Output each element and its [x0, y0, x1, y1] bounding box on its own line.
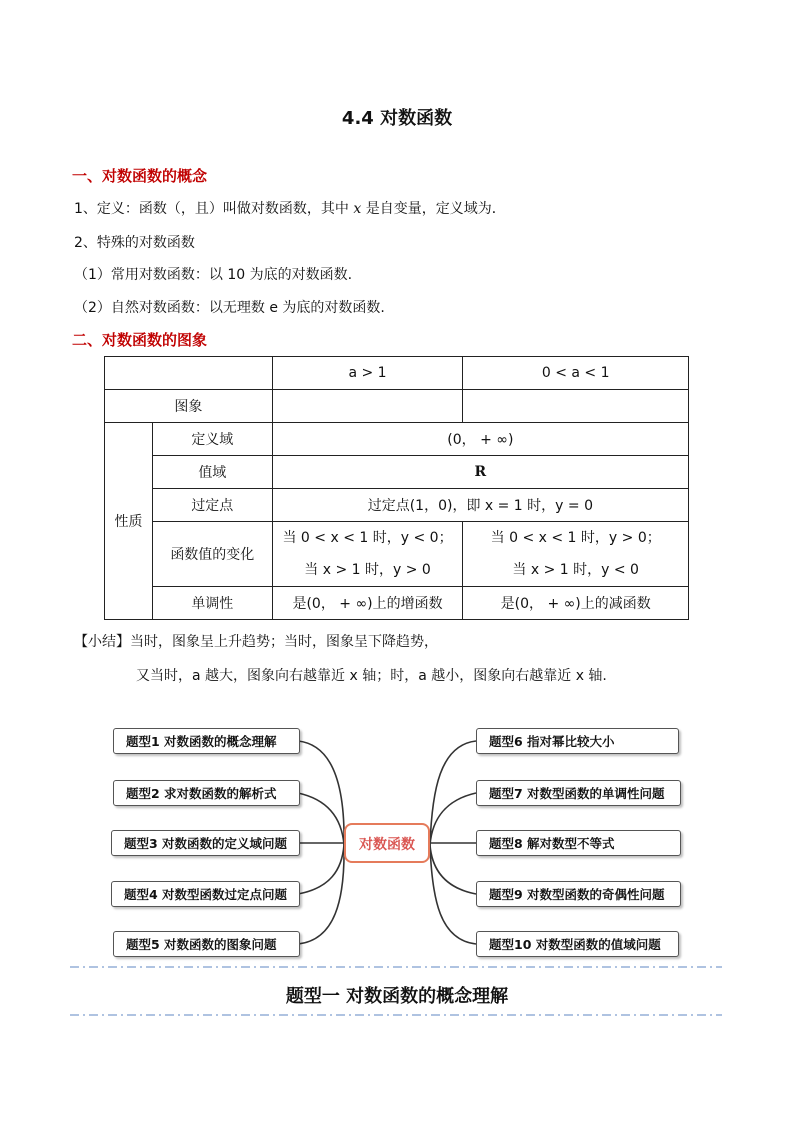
monotonicity-a-gt-1: 是(0， + ∞)上的增函数: [272, 587, 463, 620]
table-corner-cell: [105, 357, 273, 390]
common-log-item: （1）常用对数函数：以 10 为底的对数函数.: [74, 267, 353, 283]
connector-right-2: [430, 793, 476, 845]
connector-left-5: [298, 845, 344, 944]
connector-left-1: [298, 741, 344, 845]
monotonicity-label: 单调性: [152, 587, 272, 620]
header-a-gt-1: a > 1: [272, 357, 463, 390]
value-change-a-lt-1-line1: 当 0 < x < 1 时，y > 0；: [490, 530, 661, 546]
definition-variable: x: [353, 201, 362, 217]
graph-row-label: 图象: [105, 390, 273, 423]
domain-value: (0， + ∞): [272, 423, 688, 456]
mindmap-topic-6: 题型6 指对幂比较大小: [476, 728, 679, 754]
natural-log-item: （2）自然对数函数：以无理数 e 为底的对数函数.: [74, 300, 385, 316]
section2-heading: 二、对数函数的图象: [72, 331, 208, 349]
connector-left-4: [298, 845, 344, 894]
mindmap-topic-4: 题型4 对数型函数过定点问题: [111, 881, 300, 907]
value-change-a-lt-1-line2: 当 x > 1 时，y < 0: [512, 562, 639, 578]
summary-line-2: 又当时，a 越大，图象向右越靠近 x 轴；时，a 越小，图象向右越靠近 x 轴.: [136, 668, 607, 684]
special-log-heading: 2、特殊的对数函数: [74, 235, 195, 251]
connector-right-4: [430, 845, 476, 894]
graph-cell-a-gt-1: [272, 390, 463, 423]
section1-heading: 一、对数函数的概念: [72, 167, 208, 185]
definition-prefix: 1、定义：函数（，且）叫做对数函数，其中: [74, 201, 349, 217]
graph-cell-a-lt-1: [463, 390, 689, 423]
mindmap-topic-8: 题型8 解对数型不等式: [476, 830, 681, 856]
mindmap-topic-3: 题型3 对数函数的定义域问题: [111, 830, 300, 856]
log-function-properties-table: [104, 356, 689, 620]
connector-right-5: [430, 845, 476, 944]
page-title: 4.4 对数函数: [341, 108, 453, 129]
definition-line: [74, 198, 506, 218]
mindmap-topic-5: 题型5 对数函数的图象问题: [113, 931, 300, 957]
mindmap-center: 对数函数: [344, 823, 430, 863]
range-label: 值域: [152, 456, 272, 489]
fixed-point-label: 过定点: [152, 489, 272, 522]
mindmap-topic-9: 题型9 对数型函数的奇偶性问题: [476, 881, 681, 907]
value-change-a-gt-1-line2: 当 x > 1 时，y > 0: [304, 562, 431, 578]
value-change-a-gt-1: [272, 522, 463, 587]
value-change-label: 函数值的变化: [152, 522, 272, 587]
connector-left-2: [298, 793, 344, 845]
value-change-a-gt-1-line1: 当 0 < x < 1 时，y < 0；: [282, 530, 453, 546]
domain-label: 定义域: [152, 423, 272, 456]
summary-line-1: 【小结】当时，图象呈上升趋势；当时，图象呈下降趋势，: [74, 634, 438, 650]
monotonicity-a-lt-1: 是(0， + ∞)上的减函数: [463, 587, 689, 620]
mindmap-topic-10: 题型10 对数型函数的值域问题: [476, 931, 679, 957]
value-change-a-lt-1: [463, 522, 689, 587]
question-type-1-heading: 题型一 对数函数的概念理解: [285, 986, 509, 1007]
definition-suffix: 是自变量，定义域为．: [365, 201, 506, 217]
mindmap-topic-1: 题型1 对数函数的概念理解: [113, 728, 300, 754]
range-value: R: [272, 456, 688, 489]
header-a-between-0-1: 0 < a < 1: [463, 357, 689, 390]
fixed-point-value: 过定点(1，0)，即 x = 1 时，y = 0: [272, 489, 688, 522]
property-row-label: 性质: [105, 423, 153, 620]
mindmap-topic-7: 题型7 对数型函数的单调性问题: [476, 780, 681, 806]
mindmap-topic-2: 题型2 求对数函数的解析式: [113, 780, 300, 806]
connector-right-1: [430, 741, 476, 845]
